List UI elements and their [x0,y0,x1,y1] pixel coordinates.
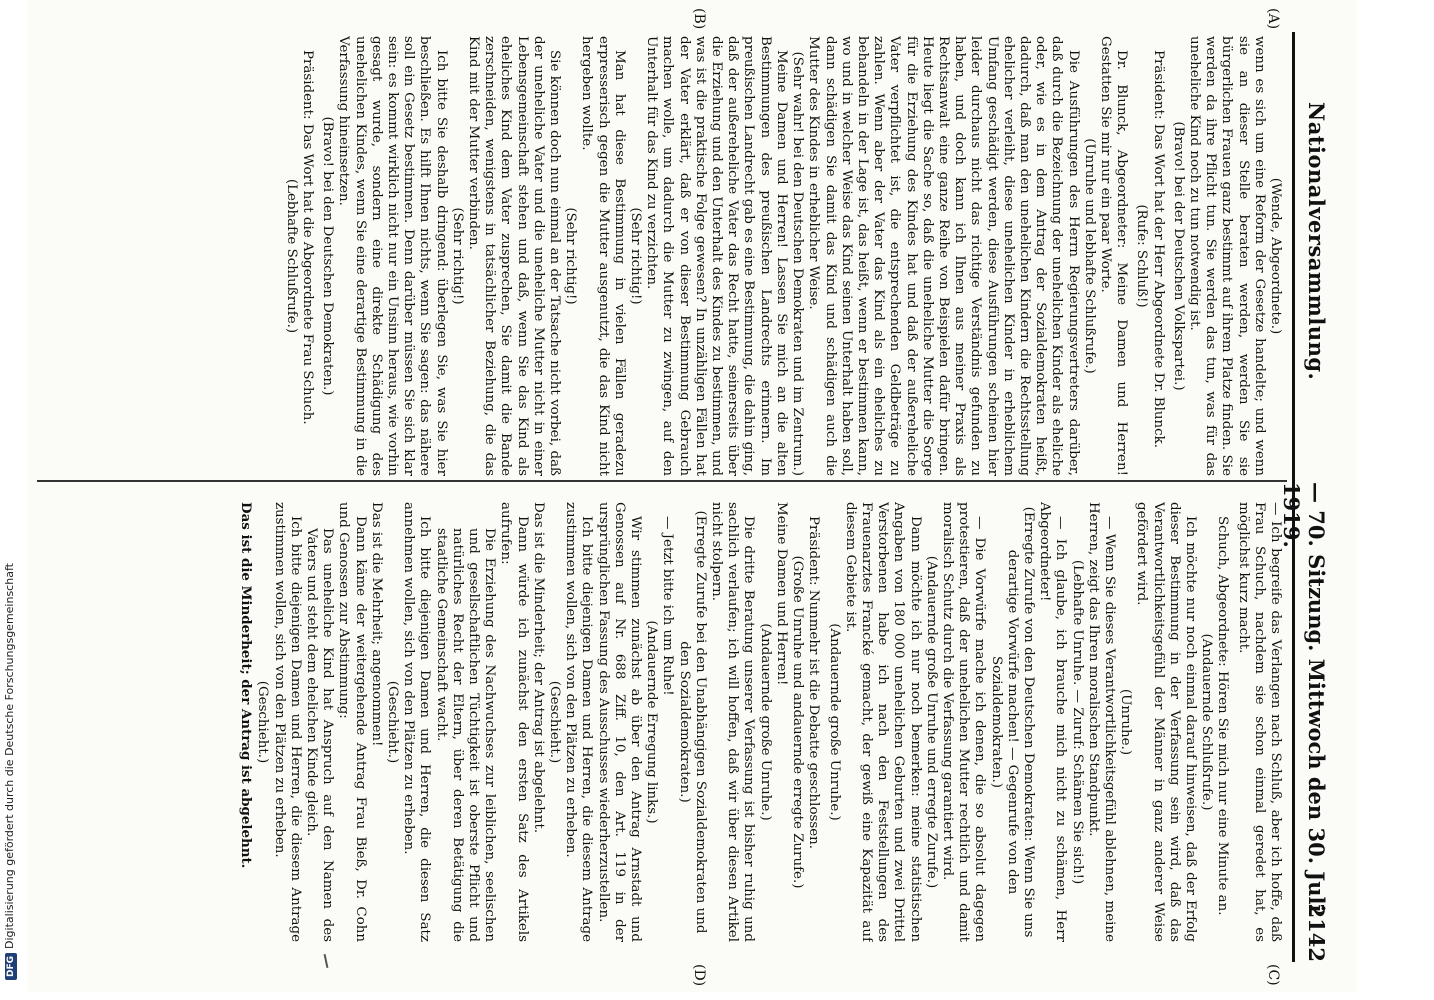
speaker-paragraph: Präsident: Das Wort hat der Herr Abgeordnete Dr. Blunck. [1150,50,1166,448]
paragraph: wenn es sich um eine Reform der Gesetze handelte; und wenn sie an dieser Stelle beraten werden, werden Sie sie bürgerlichen Frauen ganz bestimmt auf ihrem Platze finden. Sie werden da ihre Pflicht tun. Sie werden das tun, was für das uneheliche Kind noch zu tun notwendig ist. [1186,36,1267,476]
column-divider [37,480,1287,482]
interjection: (Sehr richtig!) [628,207,644,305]
dfg-logo: DFG [5,953,17,980]
paragraph: — Ich glaube, ich brauche mich nicht zu schämen, Herr Abgeordneter! [1037,502,1069,942]
interjection: (Große Unruhe und andauernde erregte Zurufe.) [790,555,806,889]
header-session: — 70. Sitzung. Mittwoch den 30. Juli 1919. [1279,482,1329,913]
page-number: 2142 [1304,903,1329,962]
quoted-text: Die Erziehung des Nachwuchses zur leiblichen, seelischen und gesellschaftlichen Tüchtigkeit ist oberste Pflicht und natürliches Recht der Eltern, über deren Betätigung die staatliche Gemeinschaft wacht. [433,528,498,942]
interjection: (Lebhafte Unruhe. — Zuruf: Schämen Sie sich!) [1069,559,1085,885]
paragraph: Ich bitte Sie deshalb dringend: überlegen Sie, was Sie hier beschließen. Es hilft Ihnen nichts, wenn Sie sagen: das nähere soll ein Gesetz bestimmen. Denn darüber müssen Sie sich klar sein: es kommt wirklich nicht nur ein Unsinn heraus, wie vorhin gesagt wurde, sondern eine direkte Schädigung des unehelichen Kindes, wenn Sie eine derartige Bestimmung in die Verfassung hineinsetzen. [336,36,449,476]
quoted-text: Das uneheliche Kind hat Anspruch auf den Namen des Vaters und steht dem ehelichen Kinde gleich. [304,528,336,942]
interjection: (Bravo! bei der Deutschen Volkspartei.) [1170,121,1186,391]
interjection: (Geschieht.) [547,680,563,764]
speaker-paragraph: Präsident: Nunmehr ist die Debatte geschlossen. [806,516,822,850]
interjection: (Geschieht.) [255,680,271,764]
paragraph: Dann käme der weitergehende Antrag Frau Bieß, Dr. Cohn und Genossen zur Abstimmung: [336,502,368,942]
paragraph: Ich bitte diejenigen Damen und Herren, die diesen Satz annehmen wollen, sich von den Plätzen zu erheben. [401,502,433,942]
interjection: (Sehr richtig!) [449,207,465,305]
right-column [43,502,1283,942]
paragraph: Die Ausführungen des Herrn Regierungsvertreters darüber, daß durch die Bezeichnung der unehelichen Kinder als eheliche oder, wie es in dem Antrag der Sozialdemokraten heißt, dadurch, daß man den unehelichen Kindern die Rechtsstellung ehelicher verleiht, diese unehelichen Kinder in erheblichem Umfang geschädigt werden, diese Ausführungen scheinen hier leider durchaus nicht das richtige Verständnis gefunden zu haben, und doch kann ich Ihnen aus meiner Praxis als Rechtsanwalt eine ganze Reihe von Beispielen dafür bringen. Heute liegt die Sache so, daß die uneheliche Mutter die Sorge für die Erziehung des Kindes hat und daß der außereheliche Vater verpflichtet ist, die entsprechenden Geldbeträge zu zahlen. Wenn aber der Vater das Kind als ein eheliches zu behandeln in der Lage ist, das heißt, wenn er bestimmen kann, wo und in welcher Weise das Kind seinen Unterhalt haben soll, dann schädigen Sie damit das Kind und schädigen auch die Mutter des Kindes in erheblicher Weise. [806,36,1081,476]
margin-mark-d: (D) [691,964,707,987]
paragraph: Sie können doch nun einmal an der Tatsache nicht vorbei, daß der uneheliche Vater und die uneheliche Mutter nicht in einer Lebensgemeinschaft stehen und daß, wenn Sie das Kind als eheliches Kind dem Vater zusprechen, Sie damit die Bande zerschneiden, wenigstens in tatsächlicher Beziehung, die das Kind mit der Mutter verbinden. [466,36,563,476]
paragraph: — Die Vorwürfe mache ich denen, die so absolut dagegen protestieren, daß der unehelichen Mutter rechtlich und damit moralisch Schutz durch die Verfassung garantiert wird. [939,502,988,942]
paragraph: Meine Damen und Herren! Lassen Sie mich an die alten Bestimmungen des preußischen Landrechts erinnern. Im preußischen Landrecht gab es eine Bestimmung, die dahin ging, daß der außereheliche Vater das Recht hatte, seinerseits über die Erziehung und den Unterhalt des Kindes zu bestimmen, und was ist die praktische Folge gewesen? In unzähligen Fällen hat der Vater erklärt, daß er von dieser Bestimmung Gebrauch machen wolle, um dadurch die Mutter zu zwingen, auf den Unterhalt für das Kind zu verzichten. [644,36,789,476]
paragraph: — Wenn Sie dieses Verantwortlichkeitsgefühl ablehnen, meine Herren, zeigt das Ihren moralischen Standpunkt. [1085,502,1117,942]
paragraph: Ich möchte nur noch einmal darauf hinweisen, daß der Erfolg dieser Bestimmung in der Verfassung sein wird, daß das Verantwortlichkeitsgefühl der Männer in ganz anderer Weise gefördert wird. [1134,502,1198,942]
paragraph: — Ich begreife das Verlangen nach Schluß, aber ich hoffe, daß Frau Schuch, nachdem sie schon einmal geredet hat, es möglichst kurz macht. [1235,502,1283,942]
paragraph: Dann möchte ich nur noch bemerken: meine statistischen Angaben von 180 000 unehelichen Geburten und zwei Drittel Verstorbenen habe ich nach den Feststellungen des Frauenarztes Francké gemacht, der gewiß eine Kapazität auf diesem Gebiete ist. [842,502,923,942]
header-title: Nationalversammlung. [1304,102,1329,381]
interjection: (Lebhafte Schlußrufe.) [283,178,299,334]
interjection: (Andauernde große Unruhe.) [757,623,773,821]
margin-mark-c: (C) [1265,964,1281,986]
margin-tick [324,954,329,968]
paragraph: Ich bitte diejenigen Damen und Herren, die diesem Antrage zustimmen wollen, sich von den Plätzen zu erheben. [271,502,303,942]
interjection: (Andauernde große Unruhe und erregte Zurufe.) [923,555,939,889]
speaker-paragraph: Dr. Blunck, Abgeordneter: Meine Damen und Herren! Gestatten Sie mir nur ein paar Worte. [1097,36,1130,476]
speaker-paragraph: Präsident: Das Wort hat die Abgeordnete Frau Schuch. [300,50,316,425]
paragraph: Ich bitte diejenigen Damen und Herren, die diesem Antrage zustimmen wollen, sich von den Plätzen zu erheben. [563,502,595,942]
interjection: (Erregte Zurufe bei den Unabhängigen Sozialdemokraten und den Sozialdemokraten.) [676,510,708,934]
page-header [1279,32,1339,962]
paragraph: Das ist die Minderheit; der Antrag ist abgelehnt. [530,502,546,834]
interjection: (Andauernde große Unruhe.) [826,623,842,821]
interjection: (Sehr richtig!) [563,207,579,305]
paragraph: Das ist die Minderheit; der Antrag ist abgelehnt. [238,502,255,869]
margin-mark-a: (A) [1265,8,1281,30]
paragraph: Die dritte Beratung unserer Verfassung ist bisher ruhig und sachlich verlaufen; ich will hoffen, daß wir über diesen Artikel nicht stolpern. [709,502,757,942]
interjection: (Rufe: Schluß!) [1134,204,1150,308]
speaker-note: (Wende, Abgeordnete.) [1268,177,1283,335]
paragraph: Das ist die Mehrheit; angenommen! [368,502,384,747]
left-column [43,36,1283,476]
interjection: (Andauernde Schlußrufe.) [1199,633,1215,811]
interjection: (Andauernde Erregung links.) [644,620,660,824]
interjection: (Unruhe.) [1118,688,1134,756]
interjection: (Bravo! bei den Deutschen Demokraten.) [320,116,336,396]
interjection: (Sehr wahr! bei den Deutschen Demokraten und im Zentrum.) [790,51,806,476]
interjection: (Erregte Zurufe von den Deutschen Demokraten: Wenn Sie uns derartige Vorwürfe machen! — Gegenrufe von den Sozialdemokraten.) [988,506,1036,938]
footer-credit [3,563,17,980]
speaker-paragraph: Schuch, Abgeordnete: Hören Sie mich nur eine Minute an. [1215,516,1231,916]
newspaper-page [27,0,1357,992]
margin-mark-b: (B) [691,8,707,30]
interjection: (Unruhe und lebhafte Schlußrufe.) [1081,138,1097,374]
paragraph: Man hat diese Bestimmung in vielen Fällen geradezu erpresserisch gegen die Mutter ausgenutzt, die das Kind nicht hergeben wollte. [579,36,627,476]
paragraph: Dann würde ich zunächst den ersten Satz des Artikels aufrufen: [498,502,530,942]
paragraph: Wir stimmen zunächst ab über den Antrag Arnstadt und Genossen auf Nr. 688 Ziff. 10, den Art. 119 in der ursprünglichen Fassung des Ausschusses wiederherzustellen. [595,502,644,942]
interjection: (Geschieht.) [385,680,401,764]
paragraph: — Jetzt bitte ich um Ruhe! [660,516,676,696]
paragraph: Meine Damen und Herren! [773,502,789,686]
footer-text: Digitalisierung gefördert durch die Deutsche Forschungsgemeinschaft [3,563,16,949]
